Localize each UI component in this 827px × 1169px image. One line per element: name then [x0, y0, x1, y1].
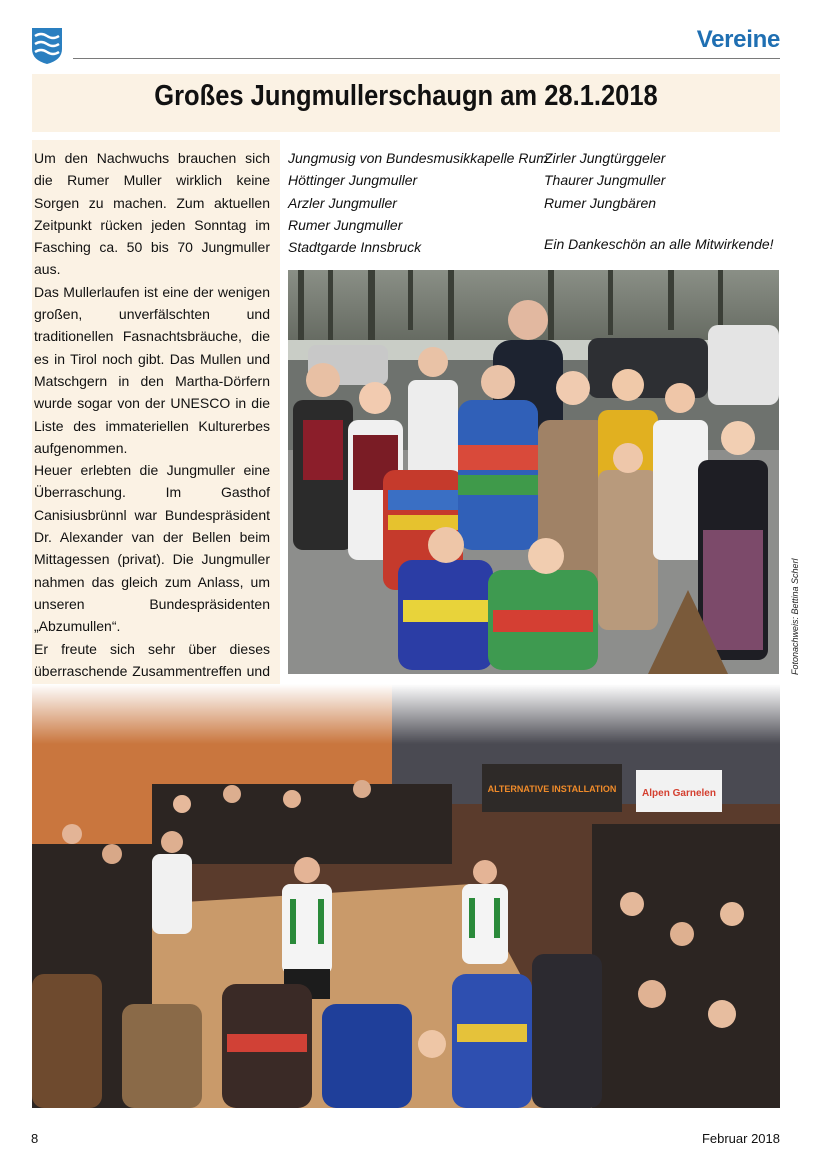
photo-credit: Fotonachweis: Bettina Scherl: [790, 558, 800, 675]
article-title: Großes Jungmullerschaugn am 28.1.2018: [154, 80, 658, 112]
page-number: 8: [31, 1131, 39, 1146]
section-label: Vereine: [696, 26, 780, 53]
list-item: Höttinger Jungmuller: [288, 172, 418, 189]
event-hall-photo: [32, 684, 780, 1108]
list-item: Jungmusig von Bundesmusikkapelle Rum: [288, 150, 548, 166]
list-item: Rumer Jungbären: [544, 194, 657, 211]
list-item: Stadtgarde Innsbruck: [288, 239, 422, 256]
list-item: Arzler Jungmuller: [288, 194, 397, 211]
paragraph: Er freute sich sehr über dieses überraschende Zusammentreffen und: [34, 640, 270, 679]
header-divider: [73, 58, 780, 59]
alternative-banner-text: ALTERNATIVE INSTALLATION: [487, 784, 617, 794]
alpen-garnelen-banner-text: Alpen Garnelen: [642, 788, 716, 799]
list-item: Zirler Jungtürggeler: [544, 150, 666, 166]
municipal-coat-of-arms-icon: [31, 27, 63, 65]
group-photo-with-president: [288, 270, 779, 674]
issue-date: Februar 2018: [701, 1131, 780, 1146]
list-item: Thaurer Jungmuller: [544, 172, 666, 189]
groups-list-col1: [288, 147, 548, 258]
paragraph: Heuer erlebten die Jungmuller eine Überraschung. Im Gasthof Canisiusbrünnl war Bundespräsident Dr. Alexander van der Bellen beim Mittagessen (privat). Die Jungmuller nahmen das gleich zum Anlass, um unseren Bundespräsidenten „Abzumullen“.: [34, 462, 270, 635]
groups-list-col2: [544, 147, 665, 214]
list-item: Rumer Jungmuller: [288, 216, 403, 233]
paragraph: Das Mullerlaufen ist eine der wenigen großen, unverfälschten und traditionellen Fasnachtsbräuche, die es in Tirol noch gibt. Das Mullen und Matschgern in den Martha-Dörfern wurde sogar von der UNESCO in die Liste des immateriellen Kulturerbes aufgenommen.: [34, 283, 270, 456]
thanks-line: Ein Dankeschön an alle Mitwirkende!: [544, 236, 774, 252]
paragraph: Um den Nachwuchs brauchen sich die Rumer Muller wirklich keine Sorgen zu machen. Zum aktuellen Zeitpunkt rücken jeden Sonntag im Fasching ca. 50 bis 70 Jungmuller aus.: [34, 150, 270, 278]
